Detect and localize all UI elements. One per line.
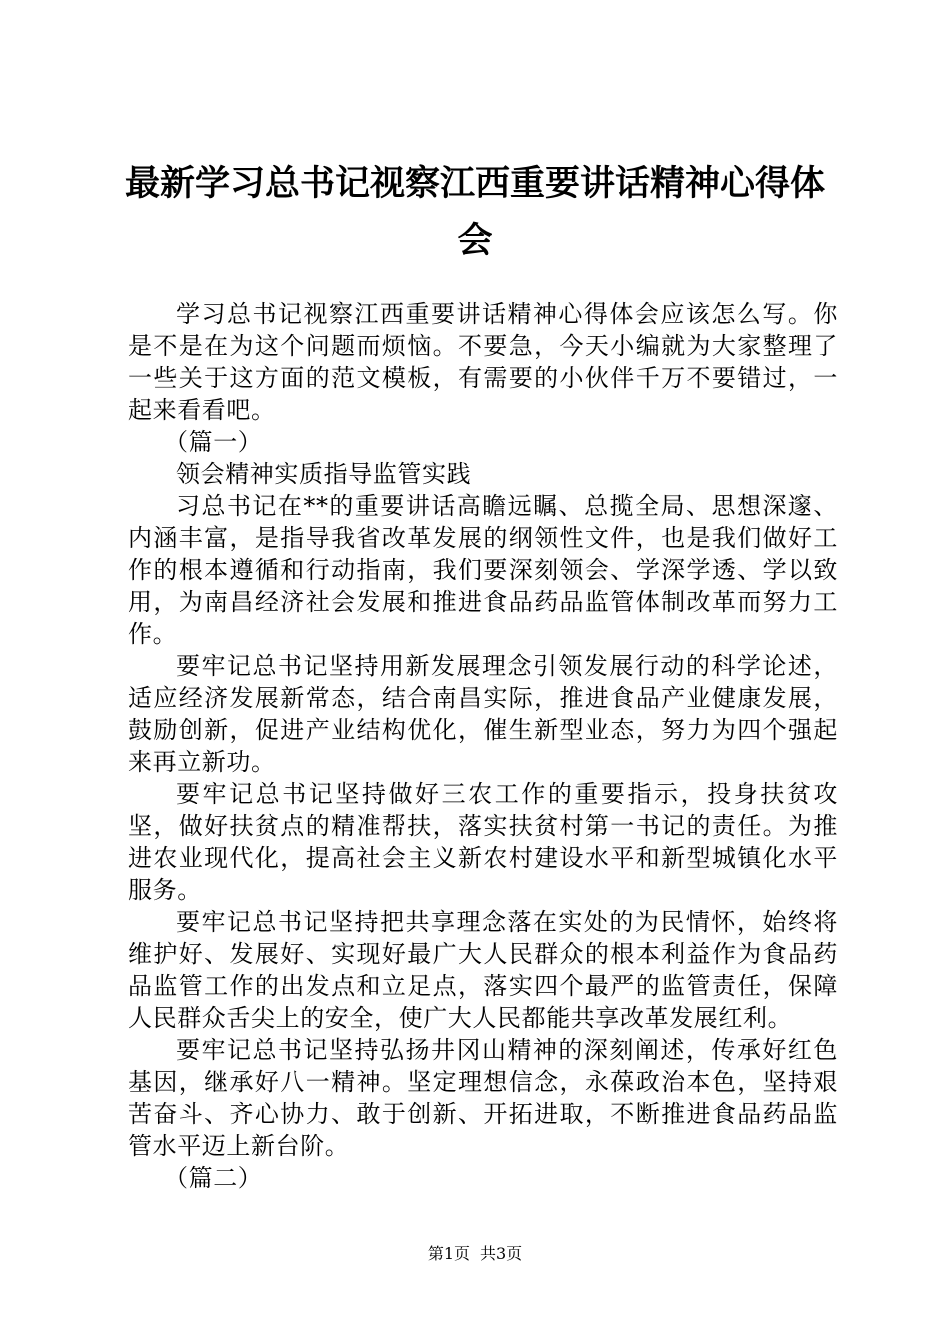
section-subheading: 领会精神实质指导监管实践 [176,460,472,488]
body-paragraph: 习总书记在**的重要讲话高瞻远瞩、总揽全局、思想深邃、内涵丰富，是指导我省改革发展的纲领性文件，也是我们做好工作的根本遵循和行动指南，我们要深刻领会、学深学透、学以致用，为南昌经济社会发展和推进食品药品监管体制改革而努力工作。 [128,492,838,648]
intro-paragraph: 学习总书记视察江西重要讲话精神心得体会应该怎么写。你是不是在为这个问题而烦恼。不要急，今天小编就为大家整理了一些关于这方面的范文模板，有需要的小伙伴千万不要错过，一起来看看吧。 [128,300,838,424]
body-paragraph: 要牢记总书记坚持做好三农工作的重要指示，投身扶贫攻坚，做好扶贫点的精准帮扶，落实扶贫村第一书记的责任。为推进农业现代化，提高社会主义新农村建设水平和新型城镇化水平服务。 [128,780,838,904]
page-number-total: 共3页 [480,1244,523,1263]
section-label-part-2: （篇二） [164,1164,263,1192]
document-body [128,298,838,1194]
section-label-part-1: （篇一） [164,428,263,456]
document-title-line-2: 会 [457,221,493,261]
body-paragraph: 要牢记总书记坚持用新发展理念引领发展行动的科学论述，适应经济发展新常态，结合南昌实际，推进食品产业健康发展，鼓励创新，促进产业结构优化，催生新型业态，努力为四个强起来再立新功。 [128,652,838,776]
page-footer [0,1244,950,1264]
document-title-line-1: 最新学习总书记视察江西重要讲话精神心得体 [124,164,825,204]
body-paragraph: 要牢记总书记坚持弘扬井冈山精神的深刻阐述，传承好红色基因，继承好八一精神。坚定理想信念，永葆政治本色，坚持艰苦奋斗、齐心协力、敢于创新、开拓进取，不断推进食品药品监管水平迈上新台阶。 [128,1036,838,1160]
body-paragraph: 要牢记总书记坚持把共享理念落在实处的为民情怀，始终将维护好、发展好、实现好最广大人民群众的根本利益作为食品药品监管工作的出发点和立足点，落实四个最严的监管责任，保障人民群众舌尖上的安全，使广大人民都能共享改革发展红利。 [128,908,838,1032]
page-number-current: 第1页 [427,1244,470,1263]
